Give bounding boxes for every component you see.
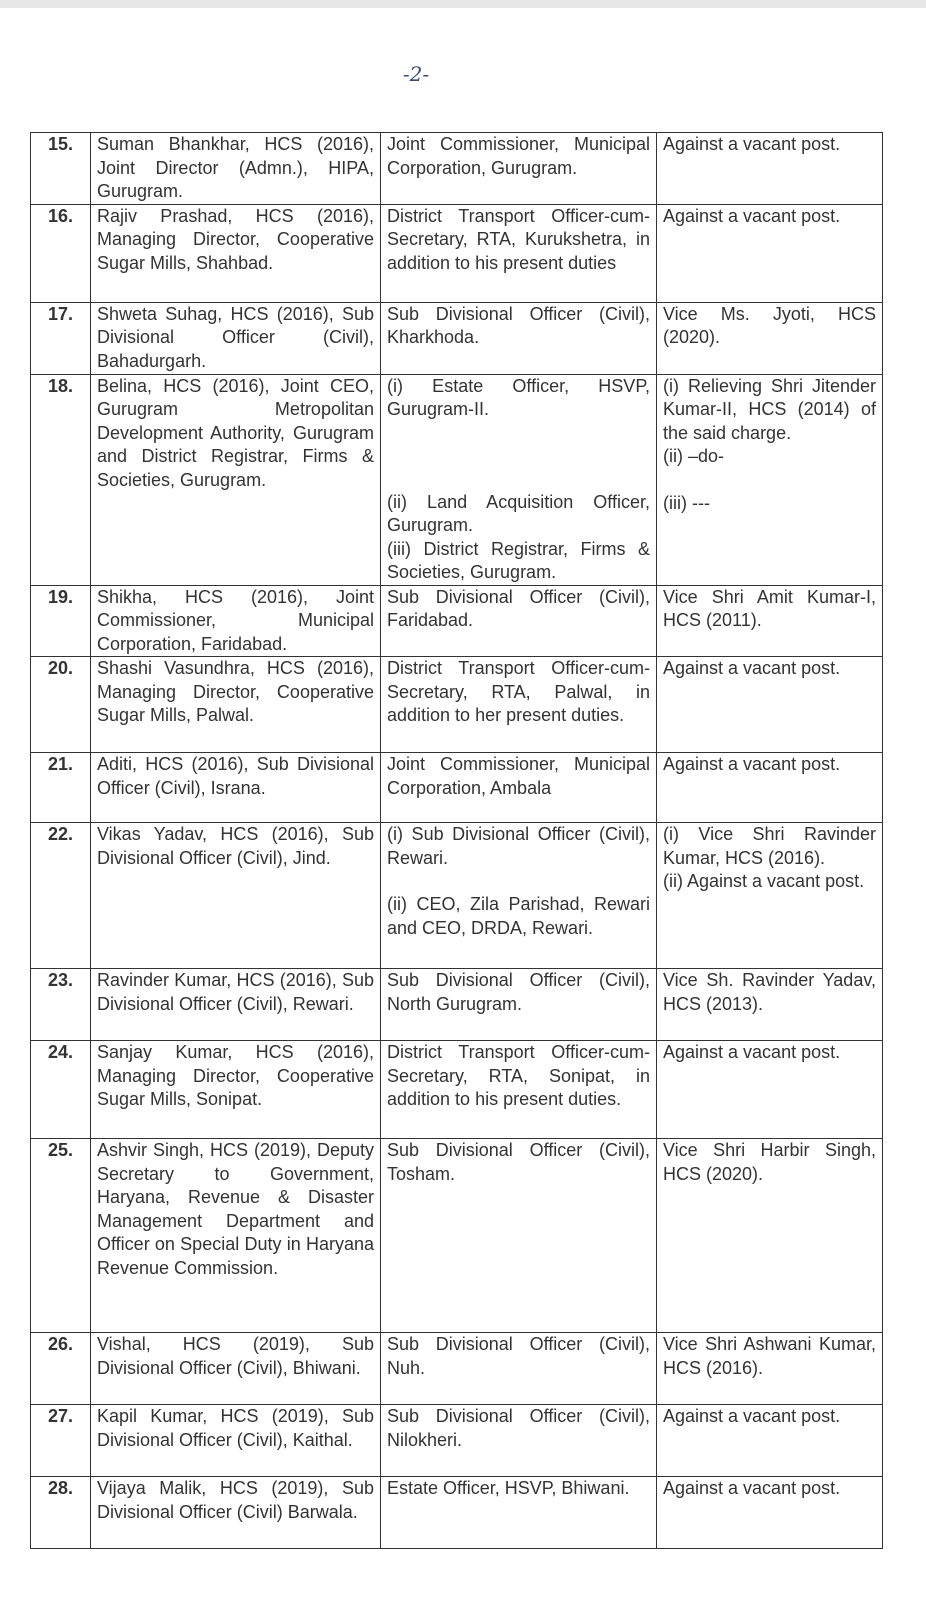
posting-cell: District Transport Officer-cum-Secretary, RTA, Kurukshetra, in addition to his present duties (381, 204, 657, 302)
remarks-cell (657, 823, 883, 969)
row-number: 15. (31, 133, 91, 205)
posting-cell: Sub Divisional Officer (Civil), Nilokheri. (381, 1405, 657, 1477)
remarks-cell: Vice Ms. Jyoti, HCS (2020). (657, 302, 883, 374)
posting-cell: Sub Divisional Officer (Civil), Kharkhoda. (381, 302, 657, 374)
page-number: -2- (402, 62, 430, 86)
row-number: 28. (31, 1477, 91, 1549)
top-bar (0, 0, 926, 8)
table-row (31, 585, 883, 657)
remarks-cell: Against a vacant post. (657, 753, 883, 823)
posting-cell (381, 374, 657, 585)
row-number: 17. (31, 302, 91, 374)
remarks-cell (657, 374, 883, 585)
table-row (31, 302, 883, 374)
posting-item: (i) Sub Divisional Officer (Civil), Rewari. (387, 824, 650, 868)
remarks-cell: Against a vacant post. (657, 1041, 883, 1139)
row-number: 22. (31, 823, 91, 969)
table-row (31, 1139, 883, 1333)
remarks-item: (iii) --- (663, 492, 710, 513)
officer-cell: Ravinder Kumar, HCS (2016), Sub Divisional Officer (Civil), Rewari. (91, 969, 381, 1041)
officer-cell: Sanjay Kumar, HCS (2016), Managing Director, Cooperative Sugar Mills, Sonipat. (91, 1041, 381, 1139)
officer-cell: Ashvir Singh, HCS (2019), Deputy Secretary to Government, Haryana, Revenue & Disaster Management Department and Officer on Special Duty in Haryana Revenue Commission. (91, 1139, 381, 1333)
table-row (31, 1333, 883, 1405)
remarks-cell: Against a vacant post. (657, 1405, 883, 1477)
posting-item: (i) Estate Officer, HSVP, Gurugram-II. (387, 375, 650, 419)
officer-cell: Suman Bhankhar, HCS (2016), Joint Director (Admn.), HIPA, Gurugram. (91, 133, 381, 205)
posting-item: (iii) District Registrar, Firms & Societies, Gurugram. (387, 538, 650, 582)
remarks-cell: Vice Shri Harbir Singh, HCS (2020). (657, 1139, 883, 1333)
table-row (31, 204, 883, 302)
row-number: 21. (31, 753, 91, 823)
posting-item: (ii) CEO, Zila Parishad, Rewari and CEO, DRDA, Rewari. (387, 894, 650, 938)
table-row (31, 374, 883, 585)
table-row (31, 753, 883, 823)
row-number: 27. (31, 1405, 91, 1477)
posting-cell: Sub Divisional Officer (Civil), Tosham. (381, 1139, 657, 1333)
table-row (31, 133, 883, 205)
remarks-cell: Against a vacant post. (657, 204, 883, 302)
remarks-cell: Vice Shri Ashwani Kumar, HCS (2016). (657, 1333, 883, 1405)
row-number: 16. (31, 204, 91, 302)
spacer (663, 469, 876, 492)
remarks-item: (i) Relieving Shri Jitender Kumar-II, HCS (2014) of the said charge. (663, 375, 876, 443)
table-row (31, 1477, 883, 1549)
row-number: 26. (31, 1333, 91, 1405)
remarks-item: (ii) Against a vacant post. (663, 871, 865, 891)
officer-cell: Aditi, HCS (2016), Sub Divisional Officer (Civil), Israna. (91, 753, 381, 823)
posting-cell: Sub Divisional Officer (Civil), North Gurugram. (381, 969, 657, 1041)
remarks-item: (i) Vice Shri Ravinder Kumar, HCS (2016). (663, 824, 876, 868)
spacer (387, 445, 650, 468)
posting-cell: District Transport Officer-cum-Secretary, RTA, Sonipat, in addition to his present duties. (381, 1041, 657, 1139)
posting-cell: Estate Officer, HSVP, Bhiwani. (381, 1477, 657, 1549)
posting-item: (ii) Land Acquisition Officer, Gurugram. (387, 491, 650, 535)
table-row (31, 969, 883, 1041)
remarks-cell: Against a vacant post. (657, 133, 883, 205)
spacer (387, 468, 650, 491)
remarks-cell: Vice Sh. Ravinder Yadav, HCS (2013). (657, 969, 883, 1041)
officer-cell: Vijaya Malik, HCS (2019), Sub Divisional Officer (Civil) Barwala. (91, 1477, 381, 1549)
remarks-cell: Against a vacant post. (657, 1477, 883, 1549)
officer-cell: Vishal, HCS (2019), Sub Divisional Officer (Civil), Bhiwani. (91, 1333, 381, 1405)
remarks-item: (ii) –do- (663, 446, 725, 466)
table-row (31, 823, 883, 969)
spacer (387, 870, 650, 893)
officer-cell: Vikas Yadav, HCS (2016), Sub Divisional Officer (Civil), Jind. (91, 823, 381, 969)
row-number: 19. (31, 585, 91, 657)
posting-cell: Sub Divisional Officer (Civil), Nuh. (381, 1333, 657, 1405)
row-number: 18. (31, 374, 91, 585)
posting-cell: Joint Commissioner, Municipal Corporation, Gurugram. (381, 133, 657, 205)
table-row (31, 1041, 883, 1139)
officer-cell: Shashi Vasundhra, HCS (2016), Managing Director, Cooperative Sugar Mills, Palwal. (91, 657, 381, 753)
officer-cell: Rajiv Prashad, HCS (2016), Managing Director, Cooperative Sugar Mills, Shahbad. (91, 204, 381, 302)
table-row (31, 657, 883, 753)
officer-cell: Belina, HCS (2016), Joint CEO, Gurugram Metropolitan Development Authority, Gurugram and District Registrar, Firms & Societies, Gurugram. (91, 374, 381, 585)
remarks-cell: Against a vacant post. (657, 657, 883, 753)
posting-cell: District Transport Officer-cum-Secretary, RTA, Palwal, in addition to her present duties. (381, 657, 657, 753)
transfer-orders-table (30, 132, 883, 1549)
officer-cell: Shweta Suhag, HCS (2016), Sub Divisional Officer (Civil), Bahadurgarh. (91, 302, 381, 374)
spacer (387, 422, 650, 445)
posting-cell: Joint Commissioner, Municipal Corporation, Ambala (381, 753, 657, 823)
row-number: 23. (31, 969, 91, 1041)
remarks-cell: Vice Shri Amit Kumar-I, HCS (2011). (657, 585, 883, 657)
table-row (31, 1405, 883, 1477)
officer-cell: Shikha, HCS (2016), Joint Commissioner, Municipal Corporation, Faridabad. (91, 585, 381, 657)
officer-cell: Kapil Kumar, HCS (2019), Sub Divisional Officer (Civil), Kaithal. (91, 1405, 381, 1477)
row-number: 24. (31, 1041, 91, 1139)
row-number: 25. (31, 1139, 91, 1333)
posting-cell (381, 823, 657, 969)
row-number: 20. (31, 657, 91, 753)
posting-cell: Sub Divisional Officer (Civil), Faridabad. (381, 585, 657, 657)
